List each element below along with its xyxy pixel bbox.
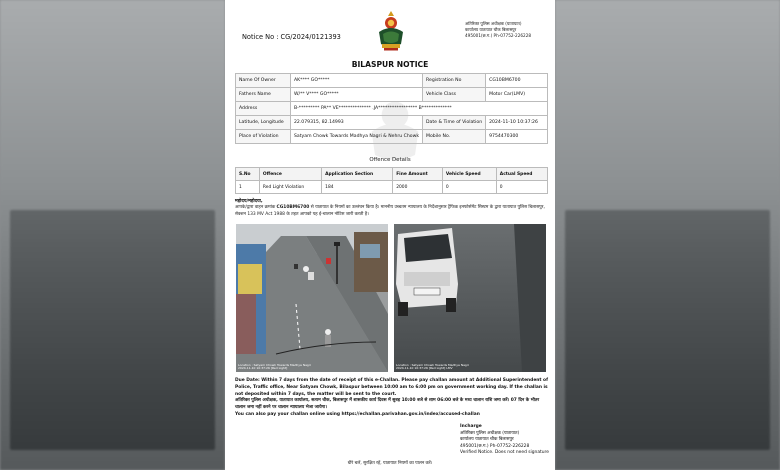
label-mobile: Mobile No. bbox=[423, 130, 486, 144]
cell-fine: 2000 bbox=[393, 181, 443, 194]
value-mobile: 9754470300 bbox=[486, 130, 548, 144]
header-fine: Fine Amount bbox=[393, 168, 443, 181]
footer-slogan: धीरे चलें, सुरक्षित रहें, यातायात नियमों का पालन करें। bbox=[347, 461, 433, 466]
header-offence: Offence bbox=[259, 168, 321, 181]
label-registration: Registration No bbox=[423, 74, 486, 88]
value-father: W/** V**** GO***** bbox=[291, 88, 423, 102]
violation-photo-closeup bbox=[394, 224, 546, 372]
notice-body-hindi bbox=[235, 205, 548, 218]
vehicle-closeup-image bbox=[394, 224, 546, 372]
value-vehicle-class: Motor Car(LMV) bbox=[486, 88, 548, 102]
value-address: B-********* PA** VE************** .JA***************** B************* bbox=[291, 102, 548, 116]
authority-line: कार्यालय यातायात चौक बिलासपुर bbox=[465, 27, 517, 32]
offence-section-title: Offence Details bbox=[369, 157, 411, 163]
photo-caption-line: Location : Satyam Chowk Towards Madhya Nagri bbox=[238, 362, 311, 367]
incharge-line: कार्यालय यातायात चौक बिलासपुर bbox=[460, 437, 514, 443]
incharge-label: Incharge bbox=[460, 424, 482, 429]
online-payment-note: You can also pay your challan online using https://echallan.parivahan.gov.in/index/accused-challan bbox=[235, 411, 480, 417]
notice-page bbox=[225, 0, 555, 470]
hindi-reg-number: CG10BM6700 bbox=[276, 205, 310, 210]
due-date-hindi: अतिरिक्त पुलिस अधीक्षक, यातायात कार्यालय, सत्यम चौक, बिलासपुर में शासकीय कार्य दिवस में सुबह 10:00 बजे से शाम 06:00 बजे के मध्य चालान राशि जमा करें। 07 दिन के भीतर चालान जमा नहीं करने पर चालान न्यायालय भेजा जायेगा। bbox=[235, 398, 540, 411]
page-title: BILASPUR NOTICE bbox=[351, 60, 429, 69]
label-vehicle-class: Vehicle Class bbox=[423, 88, 486, 102]
police-emblem-icon bbox=[373, 10, 409, 52]
violation-photo-wide bbox=[236, 224, 388, 372]
cell-vehicle-speed: 0 bbox=[442, 181, 496, 194]
value-latlng: 22.079315, 82.14993 bbox=[291, 116, 423, 130]
incharge-verified: Verified Notice. Does not need signature bbox=[460, 450, 549, 456]
street-scene-image bbox=[236, 224, 388, 372]
label-place: Place of Violation bbox=[236, 130, 291, 144]
value-datetime: 2024-11-10 10:37:26 bbox=[486, 116, 548, 130]
incharge-line: 495001(छ.ग.) Ph-07752-226228 bbox=[460, 443, 530, 449]
header-actual-speed: Actual Speed bbox=[496, 168, 547, 181]
authority-line: अतिरिक्त पुलिस अधीक्षक (यातायात) bbox=[465, 21, 522, 26]
value-registration: CG10BM6700 bbox=[486, 74, 548, 88]
photo-caption-line: 2024-11-10 10:37:26 [Red Light] bbox=[238, 366, 288, 371]
header-sno: S.No bbox=[236, 168, 260, 181]
photo-caption-line: Location : Satyam Chowk Towards Madhya Nagri bbox=[396, 362, 469, 367]
label-latlng: Latitude, Longitude bbox=[236, 116, 291, 130]
cell-section: 184 bbox=[322, 181, 393, 194]
hindi-text-post: से यातायात के नियमों का उल्लंघन किया है। माननीय उच्चतम न्यायालय के निर्देशानुसार ट्रैफिक इनफोर्समेंट सिस्टम के द्वारा यातायात पुलिस बिलासपुर, सेक्शन 133 MV Act 1988 के तहत आपको यह ई-चालान नोटिस जारी करती है। bbox=[235, 205, 545, 217]
value-place: Satyam Chowk Towards Madhya Nagri & Nehru Chowk bbox=[291, 130, 423, 144]
label-owner: Name Of Owner bbox=[236, 74, 291, 88]
owner-info-table bbox=[235, 73, 548, 144]
incharge-line: अतिरिक्त पुलिस अधीक्षक (यातायात) bbox=[460, 430, 520, 436]
value-owner: AK**** GO***** bbox=[291, 74, 423, 88]
authority-address bbox=[465, 21, 531, 39]
cell-sno: 1 bbox=[236, 181, 260, 194]
cell-actual-speed: 0 bbox=[496, 181, 547, 194]
label-father: Fathers Name bbox=[236, 88, 291, 102]
incharge-signature-block bbox=[460, 424, 549, 457]
header-vehicle-speed: Vehicle Speed bbox=[442, 168, 496, 181]
due-date-instructions bbox=[235, 378, 551, 419]
authority-line: 495001(छ.ग.) Ph-07752-226228 bbox=[465, 33, 532, 38]
offence-table bbox=[235, 167, 548, 194]
due-date-english: Due Date: Within 7 days from the date of receipt of this e-Challan. Please pay challan amount at Additional Superintendent of Police, Traffic office, Near Satyam Chowk, Bilaspur between 10:00 am to 6:00 pm on government working day. If the challan is not deposited within 7 days, the matter will be sent to the court. bbox=[235, 378, 548, 397]
background-blur-right bbox=[555, 0, 780, 470]
header-section: Application Section bbox=[322, 168, 393, 181]
background-blur-left bbox=[0, 0, 225, 470]
label-datetime: Date & Time of Violation bbox=[423, 116, 486, 130]
notice-number: Notice No : CG/2024/0121393 bbox=[242, 33, 341, 41]
offence-header-row bbox=[236, 168, 548, 181]
hindi-text-pre: आपके/द्वारा वाहन क्रमांक bbox=[235, 205, 277, 210]
photo-caption bbox=[238, 364, 311, 371]
offence-row bbox=[236, 181, 548, 194]
photo-caption-line: 2024-11-10 10:37:26 [Red Light] LMV bbox=[396, 366, 453, 371]
salutation: महोदय/महोदया, bbox=[235, 199, 263, 204]
photo-caption bbox=[396, 364, 469, 371]
label-address: Address bbox=[236, 102, 291, 116]
cell-offence: Red Light Violation bbox=[259, 181, 321, 194]
